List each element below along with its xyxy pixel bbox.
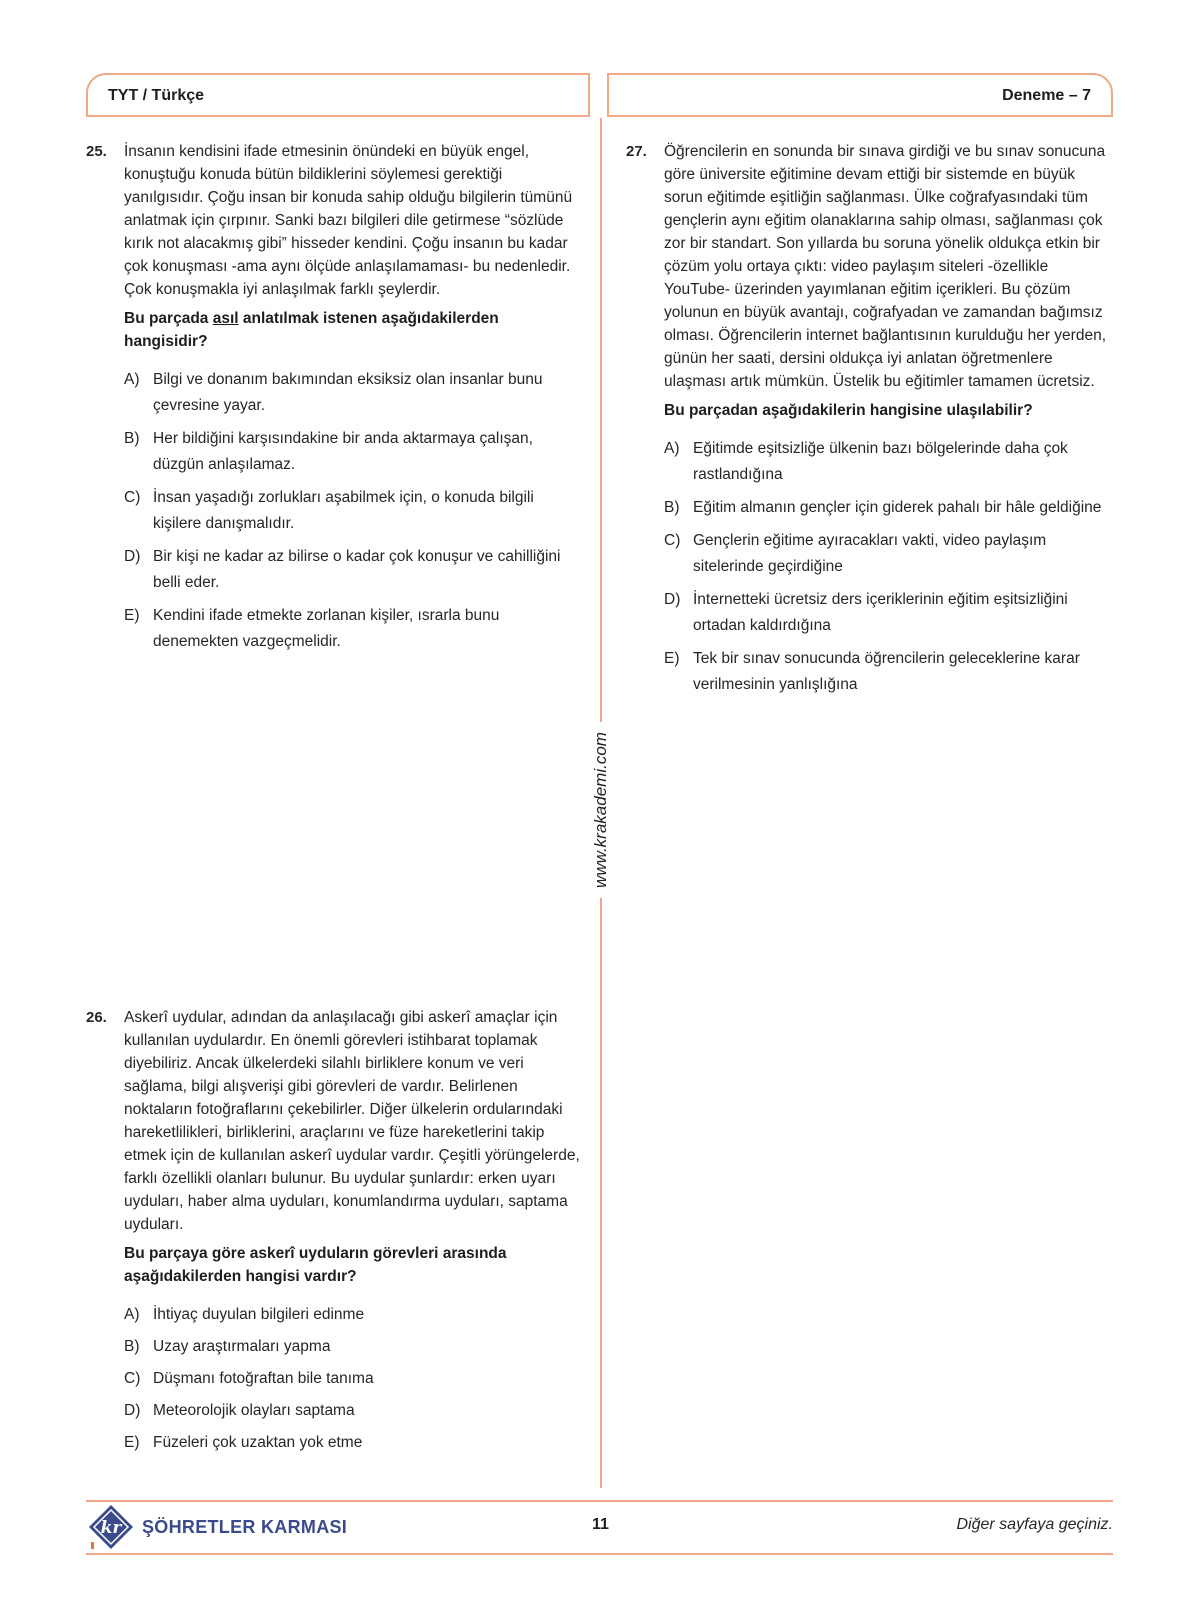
question-prompt: Bu parçadan aşağıdakilerin hangisine ulaşılabilir? [664, 402, 1033, 419]
brand-logo-icon [86, 1504, 136, 1550]
option-e[interactable]: E) Tek bir sınav sonucunda öğrencilerin geleceklerine karar verilmesinin yanlışlığına [664, 650, 1080, 693]
answer-options [124, 367, 582, 655]
question-passage: İnsanın kendisini ifade etmesinin önündeki en büyük engel, konuştuğu konuda bütün bildiklerini söylemesi gerektiği yanılgısıdır. Çoğu insan bir konuda sahip olduğu bilgilerin tümünü anlatmak için çırpınır. Sanki bazı bilgileri dile getirmese “sözlüde kırık not alacakmış gibi” hisseder kendini. Çoğu insanın bu kadar çok konuşması -ama aynı ölçüde anlaşılamaması- bu nedenledir. Çok konuşmakla iyi anlaşılmak farklı şeylerdir. [124, 143, 573, 298]
header-right-box [607, 73, 1113, 117]
exam-subject-label: TYT / Türkçe [108, 87, 205, 104]
underlined-keyword: asıl [212, 310, 239, 327]
question-prompt: Bu parçaya göre askerî uyduların görevleri arasında aşağıdakilerden hangisi vardır? [124, 1245, 507, 1285]
next-page-notice: Diğer sayfaya geçiniz. [956, 1516, 1113, 1533]
question-passage: Askerî uydular, adından da anlaşılacağı gibi askerî amaçlar için kullanılan uydulardır. En önemli görevleri istihbarat toplamak diyebiliriz. Ancak ülkelerdeki silahlı birliklere konum ve veri sağlama, bilgi alışverişi gibi görevleri de vardır. Belirlenen noktaların fotoğraflarını çekebilirler. Diğer ülkelerin ordularındaki hareketlilikleri, birliklerini, araçlarını ve füze hareketlerini takip etmek için de kullanılan askerî uydular vardır. Çeşitli yörüngelerde, farklı özellikli olanları bulunur. Bu uydular şunlardır: erken uyarı uyduları, haber alma uyduları, konumlandırma uyduları, saptama uyduları. [124, 1009, 580, 1233]
logo-monogram: kr [100, 1518, 122, 1538]
exam-number-label: Deneme – 7 [1002, 87, 1091, 104]
option-a[interactable]: A) Eğitimde eşitsizliğe ülkenin bazı bölgelerinde daha çok rastlandığına [664, 440, 1068, 483]
option-d[interactable]: D) Bir kişi ne kadar az bilirse o kadar çok konuşur ve cahilliğini belli eder. [124, 548, 561, 591]
website-watermark: www.krakademi.com [591, 722, 611, 898]
brand-name: ŞÖHRETLER KARMASI [142, 1517, 348, 1537]
footer-top-rule [86, 1500, 1113, 1502]
option-c[interactable]: C) Düşmanı fotoğraftan bile tanıma [124, 1370, 374, 1387]
question-number: 26. [86, 1009, 107, 1026]
question-25 [86, 140, 582, 662]
page-number: 11 [592, 1516, 609, 1533]
answer-options [124, 1302, 582, 1456]
option-c[interactable]: C) Gençlerin eğitime ayıracakları vakti, video paylaşım sitelerinde geçirdiğine [664, 532, 1047, 575]
option-b[interactable]: B) Eğitim almanın gençler için giderek pahalı bir hâle geldiğine [664, 499, 1102, 516]
option-d[interactable]: D) Meteorolojik olayları saptama [124, 1402, 355, 1419]
footer-bottom-rule [86, 1553, 1113, 1555]
header-left-box [86, 73, 590, 117]
option-a[interactable]: A) İhtiyaç duyulan bilgileri edinme [124, 1306, 365, 1323]
option-e[interactable]: E) Füzeleri çok uzaktan yok etme [124, 1434, 363, 1451]
option-b[interactable]: B) Her bildiğini karşısındakine bir anda aktarmaya çalışan, düzgün anlaşılamaz. [124, 430, 533, 473]
question-passage: Öğrencilerin en sonunda bir sınava girdiği ve bu sınav sonucuna göre üniversite eğitimine devam ettiği bir sistemde en büyük sorun eğitimde eşitliğin sağlanması. Ülke coğrafyasındaki tüm gençlerin aynı eğitim olanaklarına sahip olması, sağlanması çok zor bir standart. Son yıllarda bu soruna yönelik oldukça etkin bir çözüm yolu ortaya çıktı: video paylaşım siteleri -özellikle YouTube- üzerinden yayımlanan eğitim içerikleri. Bu çözüm yolunun en büyük avantajı, coğrafyadan ve zamandan bağımsız olması. Öğrencilerin internet bağlantısının kurulduğu her yerden, günün her saati, dersini oldukça iyi anlatan öğretmenlere ulaşması artık mümkün. Üstelik bu eğitimler tamamen ücretsiz. [664, 143, 1106, 390]
question-27 [626, 140, 1116, 705]
option-c[interactable]: C) İnsan yaşadığı zorlukları aşabilmek için, o konuda bilgili kişilere danışmalıdır. [124, 489, 534, 532]
option-a[interactable]: A) Bilgi ve donanım bakımından eksiksiz olan insanlar bunu çevresine yayar. [124, 371, 543, 414]
question-26 [86, 1006, 582, 1462]
answer-options [664, 436, 1116, 698]
option-e[interactable]: E) Kendini ifade etmekte zorlanan kişiler, ısrarla bunu denemekten vazgeçmelidir. [124, 607, 500, 650]
question-prompt: Bu parçada asıl anlatılmak istenen aşağıdakilerden hangisidir? [124, 310, 499, 350]
option-b[interactable]: B) Uzay araştırmaları yapma [124, 1338, 331, 1355]
question-number: 25. [86, 143, 107, 160]
question-number: 27. [626, 143, 647, 160]
option-d[interactable]: D) İnternetteki ücretsiz ders içeriklerinin eğitim eşitsizliğini ortadan kaldırdığına [664, 591, 1068, 634]
